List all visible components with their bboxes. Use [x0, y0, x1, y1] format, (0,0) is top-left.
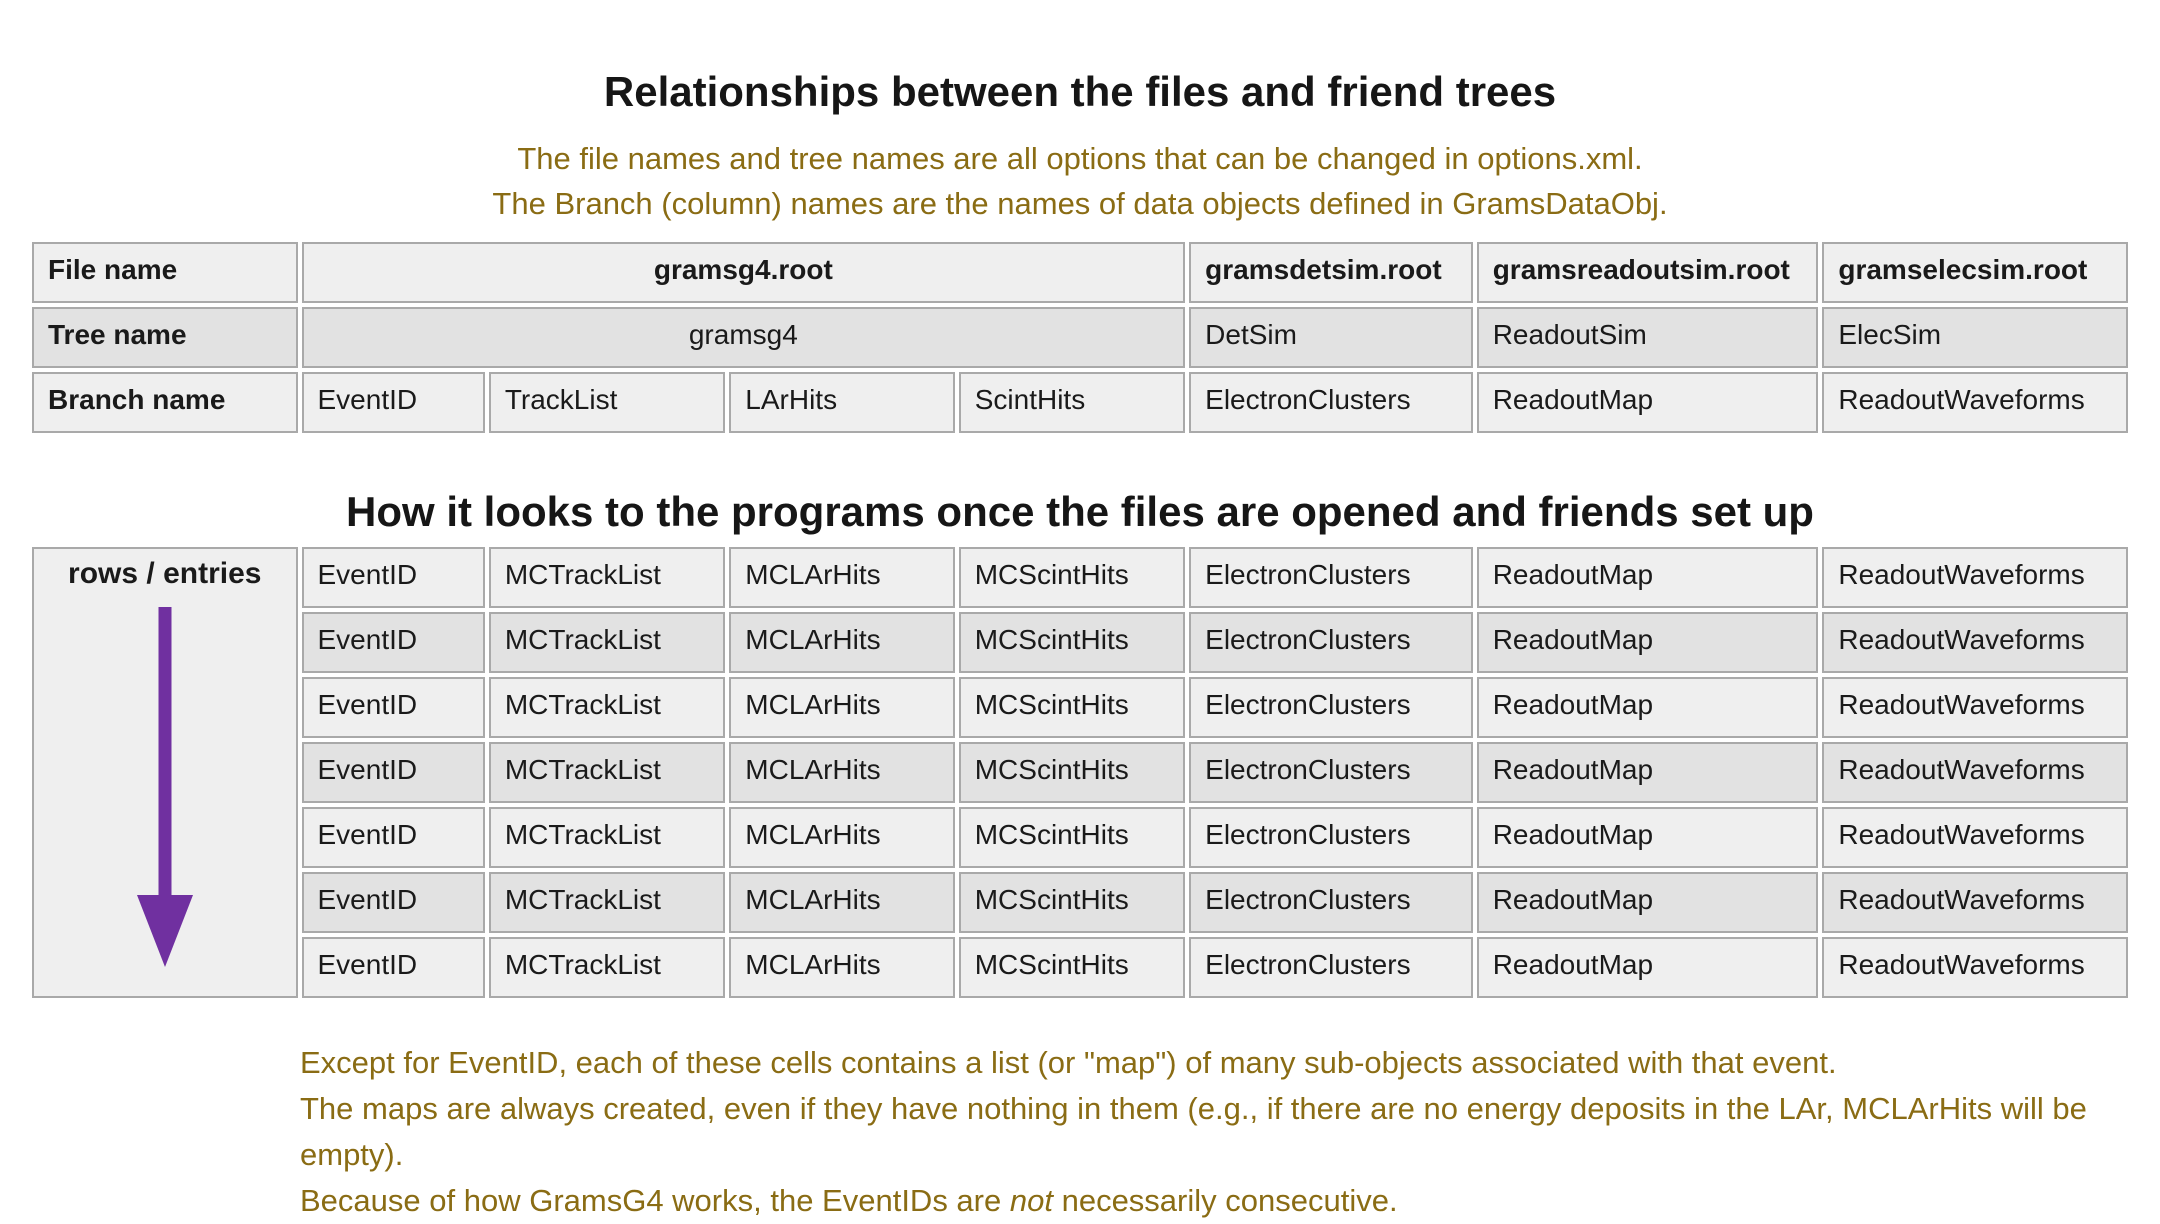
friend-cell: MCScintHits [959, 872, 1185, 933]
friend-cell: ReadoutWaveforms [1822, 872, 2128, 933]
friend-cell: MCLArHits [729, 937, 954, 998]
branch-cell: TrackList [489, 372, 725, 433]
note-line-3-emphasis: not [1009, 1183, 1053, 1218]
branch-cell: LArHits [729, 372, 954, 433]
elecsim-file-cell: gramselecsim.root [1822, 242, 2128, 303]
notes-block [300, 1040, 2090, 1224]
page-title: Relationships between the files and friend trees [603, 68, 1557, 115]
friend-cell: EventID [302, 872, 485, 933]
friend-cell: EventID [302, 547, 485, 608]
friend-cell: ReadoutMap [1477, 677, 1819, 738]
friend-cell: ReadoutWaveforms [1822, 807, 2128, 868]
friend-cell: EventID [302, 742, 485, 803]
friend-table-row [32, 937, 2128, 998]
gramsg4-file-cell: gramsg4.root [302, 242, 1186, 303]
note-line-3 [300, 1178, 2090, 1224]
friend-cell: MCTrackList [489, 547, 725, 608]
friend-cell: MCScintHits [959, 612, 1185, 673]
friend-table-row [32, 677, 2128, 738]
gramsg4-tree-cell: gramsg4 [302, 307, 1186, 368]
friend-cell: MCLArHits [729, 872, 954, 933]
detsim-tree-cell: DetSim [1189, 307, 1473, 368]
friend-cell: ReadoutWaveforms [1822, 612, 2128, 673]
branch-cell: EventID [302, 372, 485, 433]
friend-cell: ReadoutMap [1477, 937, 1819, 998]
friend-cell: MCLArHits [729, 677, 954, 738]
friend-cell: MCLArHits [729, 807, 954, 868]
friend-cell: EventID [302, 677, 485, 738]
friend-cell: ElectronClusters [1189, 612, 1473, 673]
friend-cell: MCLArHits [729, 742, 954, 803]
friend-cell: ReadoutMap [1477, 547, 1819, 608]
note-line-3-suffix: necessarily consecutive. [1052, 1183, 1398, 1218]
tree-name-row [32, 307, 2128, 368]
note-line-3-prefix: Because of how GramsG4 works, the EventIDs are [300, 1183, 1010, 1218]
friend-table-row [32, 807, 2128, 868]
friend-cell: ReadoutWaveforms [1822, 547, 2128, 608]
friend-cell: ReadoutMap [1477, 612, 1819, 673]
friend-cell: EventID [302, 807, 485, 868]
readoutsim-file-cell: gramsreadoutsim.root [1477, 242, 1819, 303]
friend-cell: MCScintHits [959, 742, 1185, 803]
friend-cell: MCTrackList [489, 677, 725, 738]
note-line-2: The maps are always created, even if they have nothing in them (e.g., if there are no energy deposits in the LAr, MCLArHits will be empty). [300, 1091, 2087, 1172]
friend-cell: MCLArHits [729, 547, 954, 608]
elecsim-tree-cell: ElecSim [1822, 307, 2128, 368]
friend-cell: EventID [302, 612, 485, 673]
branch-name-row [32, 372, 2128, 433]
friend-table-body [32, 547, 2128, 998]
branch-cell: ReadoutWaveforms [1822, 372, 2128, 433]
friend-cell: ElectronClusters [1189, 677, 1473, 738]
branch-name-label: Branch name [32, 372, 298, 433]
branch-cell: ElectronClusters [1189, 372, 1473, 433]
branch-cell: ScintHits [959, 372, 1185, 433]
friend-cell: ElectronClusters [1189, 872, 1473, 933]
readoutsim-tree-cell: ReadoutSim [1477, 307, 1819, 368]
friend-cell: MCScintHits [959, 807, 1185, 868]
section-title: How it looks to the programs once the files are opened and friends set up [346, 488, 1814, 535]
friend-cell: MCTrackList [489, 872, 725, 933]
friend-cell: MCScintHits [959, 547, 1185, 608]
friend-cell: MCTrackList [489, 937, 725, 998]
tree-name-label: Tree name [32, 307, 298, 368]
detsim-file-cell: gramsdetsim.root [1189, 242, 1473, 303]
friend-cell: MCTrackList [489, 612, 725, 673]
friend-cell: MCLArHits [729, 612, 954, 673]
friend-cell: MCScintHits [959, 677, 1185, 738]
friend-cell: ReadoutWaveforms [1822, 742, 2128, 803]
friend-cell: ElectronClusters [1189, 937, 1473, 998]
friend-cell: ReadoutMap [1477, 872, 1819, 933]
friend-table [28, 543, 2132, 1002]
friend-table-row [32, 872, 2128, 933]
friend-cell: ReadoutWaveforms [1822, 677, 2128, 738]
friend-cell: ElectronClusters [1189, 547, 1473, 608]
friend-table-row [32, 742, 2128, 803]
file-name-row [32, 242, 2128, 303]
files-table [28, 238, 2132, 437]
rows-entries-cell [32, 547, 298, 998]
friend-cell: ReadoutMap [1477, 742, 1819, 803]
subtitle-block [0, 136, 2160, 226]
friend-cell: ReadoutWaveforms [1822, 937, 2128, 998]
down-arrow-icon [137, 607, 193, 967]
friend-table-row [32, 547, 2128, 608]
branch-cell: ReadoutMap [1477, 372, 1819, 433]
note-line-1: Except for EventID, each of these cells contains a list (or "map") of many sub-objects associated with that event. [300, 1045, 1837, 1080]
subtitle-line-2: The Branch (column) names are the names of data objects defined in GramsDataObj. [492, 186, 1668, 221]
friend-cell: MCTrackList [489, 742, 725, 803]
rows-entries-label: rows / entries [68, 557, 262, 590]
friend-cell: EventID [302, 937, 485, 998]
friend-table-row [32, 612, 2128, 673]
friend-cell: ReadoutMap [1477, 807, 1819, 868]
subtitle-line-1: The file names and tree names are all options that can be changed in options.xml. [517, 141, 1643, 176]
friend-cell: MCScintHits [959, 937, 1185, 998]
friend-cell: ElectronClusters [1189, 742, 1473, 803]
file-name-label: File name [32, 242, 298, 303]
friend-cell: MCTrackList [489, 807, 725, 868]
friend-cell: ElectronClusters [1189, 807, 1473, 868]
